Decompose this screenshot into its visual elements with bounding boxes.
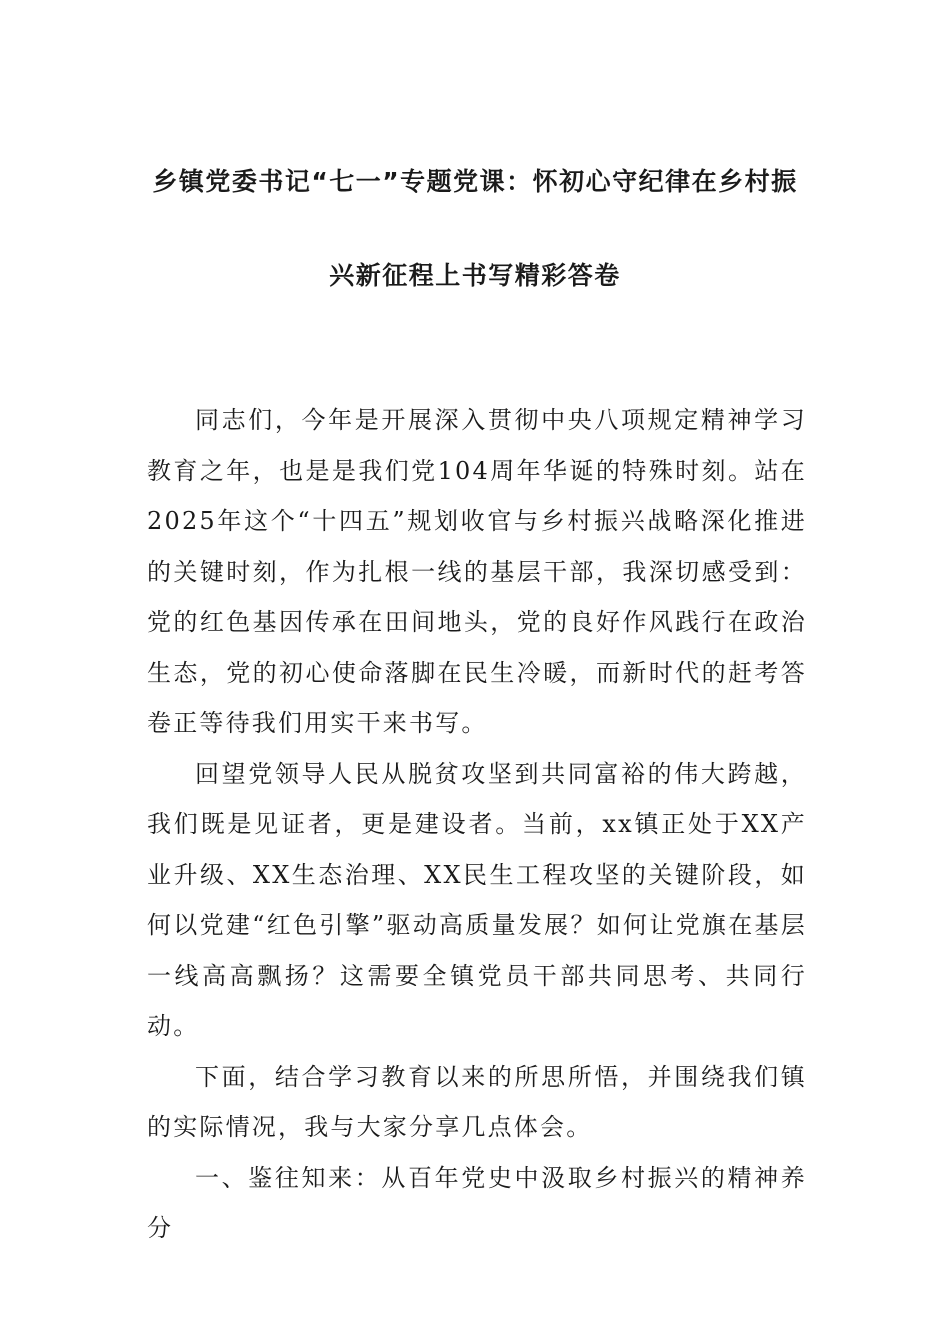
paragraph-intro: 同志们，今年是开展深入贯彻中央八项规定精神学习教育之年，也是是我们党104周年华诞的特殊时刻。站在2025年这个“十四五”规划收官与乡村振兴战略深化推进的关键时刻，作为扎根一线的基层干部，我深切感受到：党的红色基因传承在田间地头，党的良好作风践行在政治生态，党的初心使命落脚在民生冷暖，而新时代的赶考答卷正等待我们用实干来书写。 xyxy=(147,406,807,737)
paragraph-review: 回望党领导人民从脱贫攻坚到共同富裕的伟大跨越，我们既是见证者，更是建设者。当前，xx镇正处于XX产业升级、XX生态治理、XX民生工程攻坚的关键阶段，如何以党建“红色引擎”驱动高质量发展？如何让党旗在基层一线高高飘扬？这需要全镇党员干部共同思考、共同行动。 xyxy=(147,759,807,1040)
document-body xyxy=(147,395,807,1254)
title-line-1: 乡镇党委书记“七一”专题党课：怀初心守纪律在乡村振 xyxy=(152,167,798,196)
section-heading-1: 一、鉴往知来：从百年党史中汲取乡村振兴的精神养分 xyxy=(147,1163,807,1242)
paragraph-transition: 下面，结合学习教育以来的所思所悟，并围绕我们镇的实际情况，我与大家分享几点体会。 xyxy=(147,1062,807,1141)
title-line-2: 兴新征程上书写精彩答卷 xyxy=(329,261,621,290)
